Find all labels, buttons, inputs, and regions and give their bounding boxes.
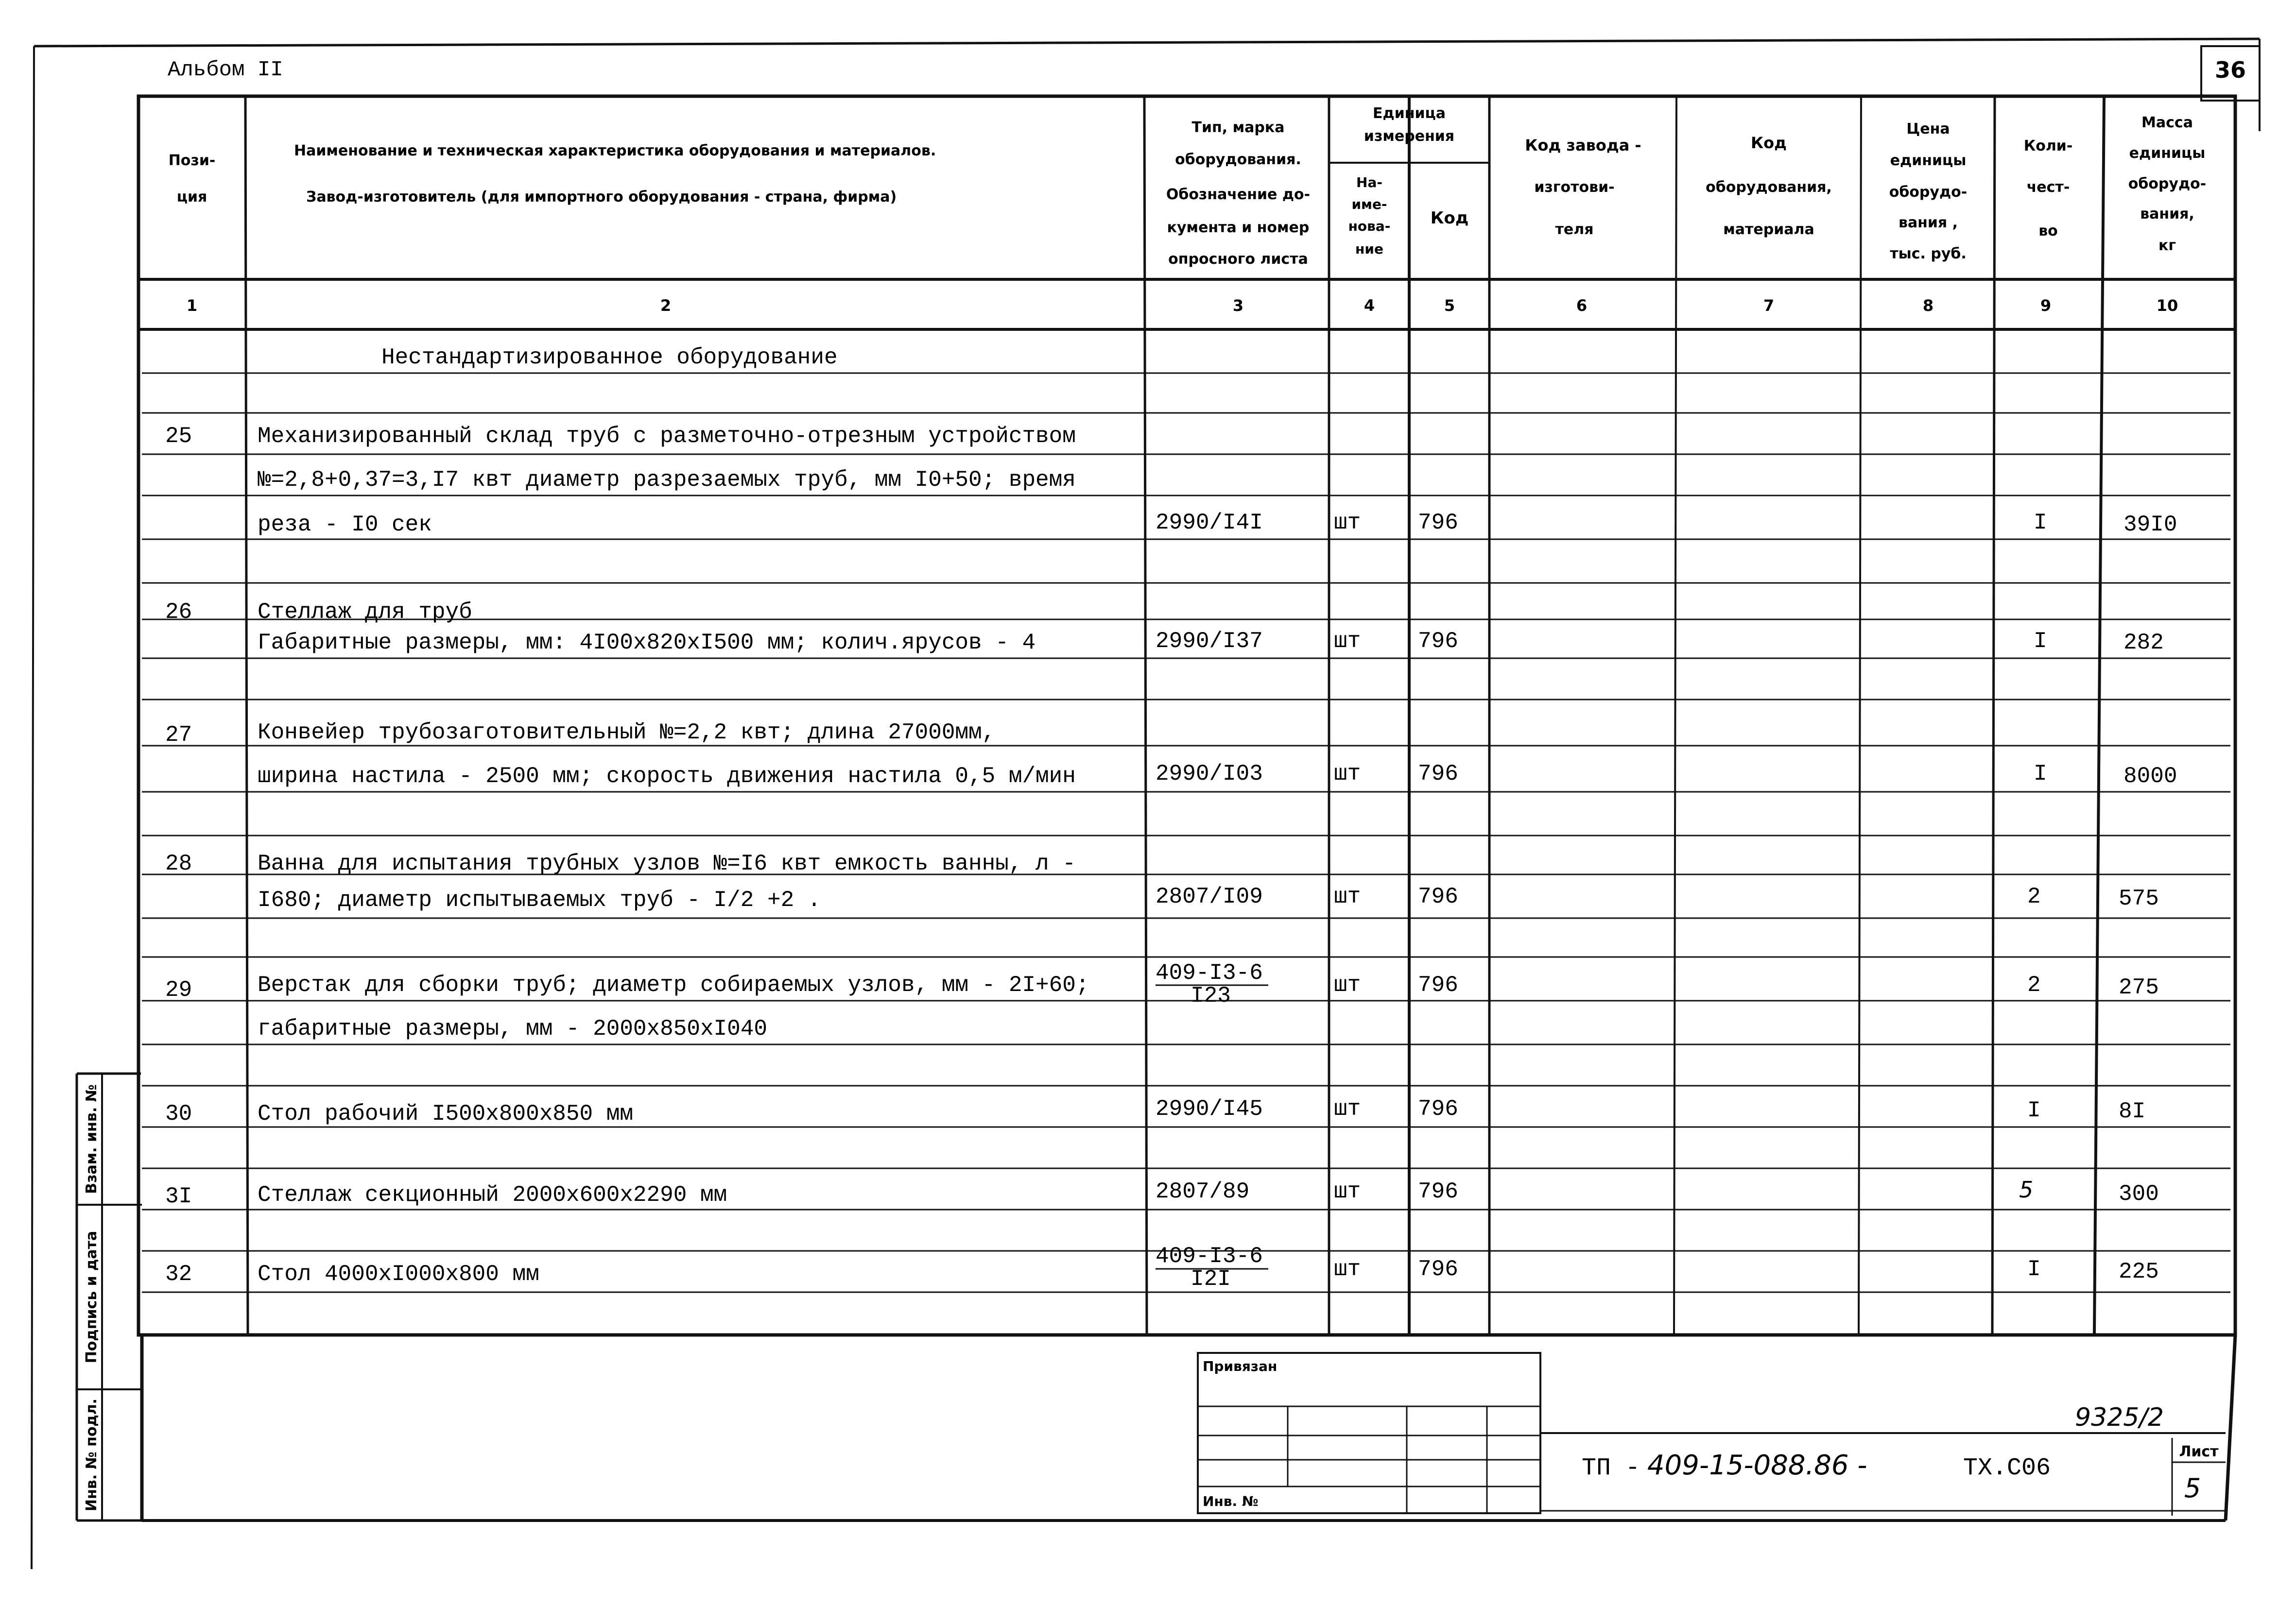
item-unit-code: 796: [1418, 629, 1458, 654]
item-description-line: Стол 4000xI000x800 мм: [258, 1262, 539, 1287]
stamp-sheet-number: 5: [2184, 1473, 2201, 1503]
item-mass: 282: [2123, 630, 2164, 655]
header-col2-line2: Завод-изготовитель (для импортного оборудования - страна, фирма): [306, 188, 897, 205]
side-stamp-replacement-inventory: Взам. инв. №: [83, 1084, 100, 1194]
header-col4-line2: име-: [1351, 196, 1387, 212]
item-mass: 39I0: [2123, 512, 2177, 537]
item-type: 2807/I09: [1156, 884, 1263, 909]
item-quantity: I: [2034, 629, 2047, 654]
header-col7-line1: Код: [1751, 134, 1787, 152]
item-unit-code: 796: [1418, 1257, 1458, 1282]
table-row: [165, 599, 2164, 655]
item-position: 26: [165, 599, 192, 625]
column-number-5: 5: [1444, 296, 1455, 315]
header-col6-line1: Код завода -: [1525, 136, 1641, 154]
item-quantity: I: [2034, 761, 2047, 786]
item-description-line: Стеллаж секционный 2000x600x2290 мм: [258, 1182, 727, 1208]
item-description-line: №=2,8+0,37=3,I7 квт диаметр разрезаемых труб, мм I0+50; время: [258, 467, 1076, 493]
header-col9-line1: Коли-: [2023, 137, 2073, 154]
item-unit: шт: [1334, 1179, 1361, 1204]
stamp-bound-label: Привязан: [1203, 1358, 1277, 1374]
item-unit: шт: [1334, 973, 1361, 998]
header-unit-group-line2: измерения: [1364, 128, 1455, 145]
item-position: 30: [165, 1101, 192, 1127]
item-quantity: I: [2034, 510, 2047, 535]
header-col3-line4: кумента и номер: [1167, 219, 1310, 236]
header-col3-line5: опросного листа: [1168, 251, 1308, 268]
column-number-2: 2: [660, 296, 672, 315]
item-quantity: I: [2027, 1257, 2041, 1282]
item-unit: шт: [1334, 1096, 1361, 1122]
section-title: Нестандартизированное оборудование: [381, 345, 838, 370]
header-col8-line1: Цена: [1906, 120, 1950, 137]
header-col1-line1: Пози-: [168, 152, 216, 169]
item-description-line: Механизированный склад труб с разметочно-отрезным устройством: [258, 424, 1076, 449]
column-number-6: 6: [1576, 296, 1588, 315]
header-col9-line3: во: [2038, 222, 2058, 239]
item-description-line: габаритные размеры, мм - 2000x850xI040: [258, 1016, 767, 1042]
item-mass: 300: [2119, 1181, 2159, 1207]
frame-lines: [32, 39, 2260, 1569]
column-number-3: 3: [1232, 296, 1244, 315]
item-description-line: Стеллаж для труб: [258, 599, 472, 625]
column-number-9: 9: [2040, 296, 2052, 315]
header-col5: Код: [1430, 208, 1469, 228]
side-stamp-original-inventory: Инв. № подл.: [83, 1398, 100, 1512]
item-description-line: Стол рабочий I500x800x850 мм: [258, 1101, 633, 1127]
header-col8-line4: вания ,: [1898, 214, 1958, 231]
header-col10-line2: единицы: [2129, 145, 2206, 162]
header-col2-line1: Наименование и техническая характеристика оборудования и материалов.: [294, 142, 936, 159]
item-quantity: I: [2027, 1098, 2041, 1123]
item-quantity: 2: [2027, 884, 2041, 909]
item-description-line: реза - I0 сек: [258, 512, 432, 537]
header-unit-group-line1: Единица: [1373, 105, 1446, 122]
item-mass: 8I: [2119, 1099, 2146, 1124]
item-mass: 575: [2119, 886, 2159, 911]
column-number-7: 7: [1763, 296, 1775, 315]
header-col8-line2: единицы: [1890, 152, 1967, 169]
side-stamp-signature-date: Подпись и дата: [83, 1230, 100, 1364]
stamp-doc-prefix: ТП -: [1582, 1454, 1640, 1482]
stamp-doc-code: 409-15-088.86 -: [1647, 1450, 1867, 1481]
album-label: Альбом II: [168, 58, 283, 82]
stamp-doc-suffix: ТХ.С06: [1963, 1454, 2051, 1482]
item-quantity: 5: [2019, 1177, 2034, 1203]
item-unit-code: 796: [1418, 1179, 1458, 1204]
header-col9-line2: чест-: [2026, 179, 2070, 196]
header-col7-line2: оборудования,: [1706, 179, 1832, 196]
stamp-handwritten-number: 9325/2: [2075, 1403, 2164, 1432]
header-col7-line3: материала: [1723, 221, 1814, 238]
item-description-line: Габаритные размеры, мм: 4I00x820xI500 мм; колич.ярусов - 4: [258, 630, 1036, 655]
item-unit-code: 796: [1418, 510, 1458, 535]
item-mass: 225: [2119, 1259, 2159, 1284]
table-row: [165, 720, 2177, 789]
header-col8-line3: оборудо-: [1889, 184, 1968, 201]
item-position: 32: [165, 1262, 192, 1287]
item-mass: 275: [2119, 975, 2159, 1000]
header-col4-line4: ние: [1355, 241, 1383, 257]
item-type-sub: I2I: [1191, 1266, 1231, 1292]
table-row: [165, 424, 2177, 537]
item-unit: шт: [1334, 629, 1361, 654]
item-position: 27: [165, 722, 192, 748]
item-type: 2990/I03: [1156, 761, 1263, 786]
item-type: 2990/I4I: [1156, 510, 1263, 535]
item-type: 2807/89: [1156, 1179, 1250, 1204]
item-position: 29: [165, 977, 192, 1003]
column-number-10: 10: [2156, 296, 2178, 315]
column-number-8: 8: [1922, 296, 1934, 315]
item-quantity: 2: [2027, 973, 2041, 998]
header-col1-line2: ция: [176, 188, 207, 205]
header-col3-line1: Тип, марка: [1191, 119, 1285, 136]
item-unit-code: 796: [1418, 973, 1458, 998]
stamp-inventory-label: Инв. №: [1203, 1493, 1259, 1509]
header-col6-line3: теля: [1555, 221, 1594, 238]
item-type: 2990/I45: [1156, 1096, 1263, 1122]
header-col10-line1: Масса: [2141, 114, 2193, 131]
item-unit: шт: [1334, 761, 1361, 786]
item-description-line: Верстак для сборки труб; диаметр собираемых узлов, мм - 2I+60;: [258, 973, 1089, 998]
page-number: 36: [2214, 57, 2246, 83]
header-col3-line2: оборудования.: [1175, 151, 1301, 168]
header-col8-line5: тыс. руб.: [1890, 245, 1967, 262]
column-number-4: 4: [1364, 296, 1375, 315]
item-unit: шт: [1334, 884, 1361, 909]
column-number-1: 1: [186, 296, 198, 315]
item-type: 2990/I37: [1156, 629, 1263, 654]
item-position: 25: [165, 424, 192, 449]
item-description-line: ширина настила - 2500 мм; скорость движения настила 0,5 м/мин: [258, 764, 1076, 789]
item-position: 28: [165, 851, 192, 876]
item-type: 409-I3-6: [1156, 960, 1263, 986]
item-unit-code: 796: [1418, 884, 1458, 909]
item-description-line: I680; диаметр испытываемых труб - I/2 +2 .: [258, 888, 821, 913]
item-description-line: Ванна для испытания трубных узлов №=I6 квт емкость ванны, л -: [258, 851, 1076, 876]
item-type-sub: I23: [1191, 983, 1231, 1008]
header-col4-line3: нова-: [1348, 218, 1391, 234]
item-unit: шт: [1334, 510, 1361, 535]
header-col6-line2: изготови-: [1534, 179, 1615, 196]
item-mass: 8000: [2123, 764, 2177, 789]
item-position: 3I: [165, 1184, 192, 1209]
header-col3-line3: Обозначение до-: [1166, 186, 1311, 203]
table-row: [165, 1096, 2145, 1127]
stamp-sheet-label: Лист: [2179, 1443, 2219, 1460]
item-unit-code: 796: [1418, 761, 1458, 786]
item-unit-code: 796: [1418, 1096, 1458, 1122]
item-type: 409-I3-6: [1156, 1244, 1263, 1269]
item-unit: шт: [1334, 1257, 1361, 1282]
header-col10-line4: вания,: [2140, 205, 2194, 222]
header-col10-line5: кг: [2158, 237, 2176, 254]
item-description-line: Конвейер трубозаготовительный №=2,2 квт; длина 27000мм,: [258, 720, 996, 745]
header-col10-line3: оборудо-: [2128, 175, 2207, 192]
header-col4-line1: На-: [1356, 174, 1382, 190]
